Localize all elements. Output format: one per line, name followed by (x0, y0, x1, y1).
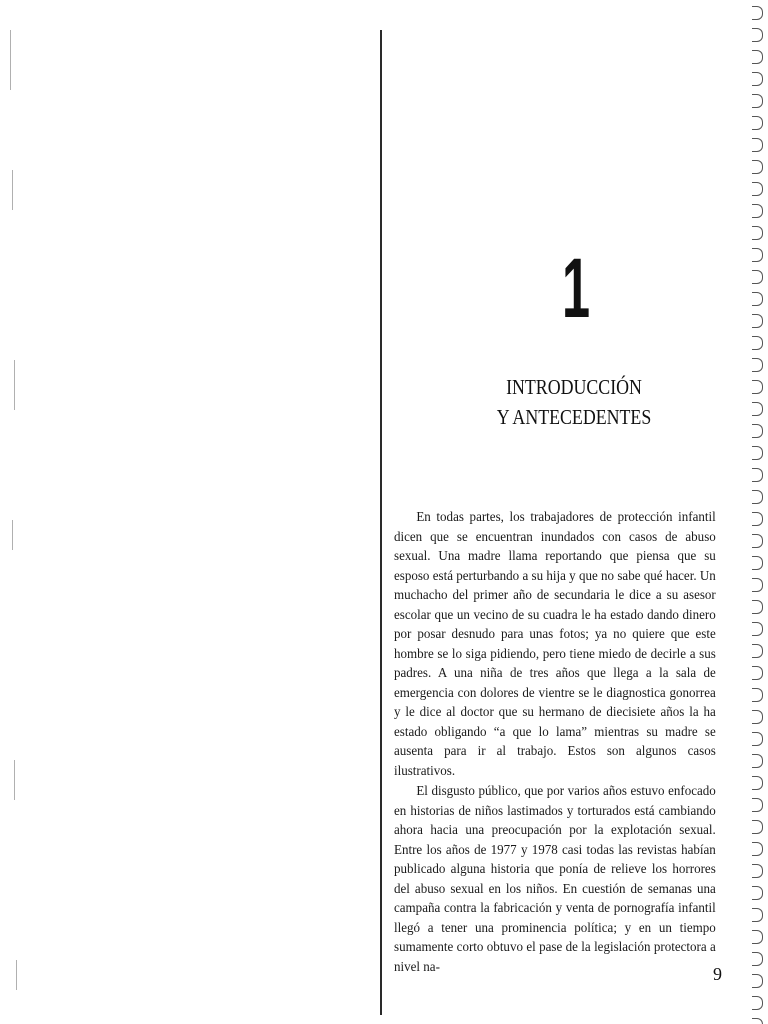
page-edge-curl-mark (752, 732, 763, 746)
paragraph-2: El disgusto público, que por varios años estuvo enfocado en historias de niños lastimados y torturados está cambiando ahora hacia una preocupación por la explotación sexual. Entre los años de 1977 y 1978 casi todas las revistas habían publicado alguna historia que ponía de relieve los horrores del abuso sexual en los niños. En cuestión de semanas una campaña contra la fabricación y venta de pornografía infantil llegó a tener una prominencia política; y en un tiempo sumamente corto obtuvo el pase de la legislación protectora a nivel na- (394, 784, 716, 975)
page-edge-curl-mark (752, 138, 763, 152)
page-edge-curl-mark (752, 424, 763, 438)
page-edge-curl-mark (752, 28, 763, 42)
page-edge-curl-mark (752, 72, 763, 86)
page-edge-curl-mark (752, 996, 763, 1010)
page-edge-curl-mark (752, 930, 763, 944)
page-edge-curl-mark (752, 116, 763, 130)
page-edge-curl-mark (752, 842, 763, 856)
body-text (394, 508, 716, 977)
chapter-title-line-2: Y ANTECEDENTES (496, 405, 652, 429)
left-margin-mark (12, 170, 13, 210)
page-edge-curl-mark (752, 446, 763, 460)
chapter-title (464, 372, 684, 432)
page-edge-curl-mark (752, 204, 763, 218)
left-margin-mark (16, 960, 17, 990)
chapter-number: 1 (561, 241, 591, 335)
paragraph-1: En todas partes, los trabajadores de protección infantil dicen que se encuentran inundados con casos de abuso sexual. Una madre llama reportando que piensa que su esposo está perturbando a su hija y que no sabe qué hacer. Un muchacho del primer año de secundaria le dice a su asesor escolar que un vecino de su cuadra le ha estado dando dinero por posar desnudo para unas fotos; ya no quiere que este hombre se lo siga pidiendo, pero tiene miedo de decirle a sus padres. A una niña de tres años que llega a la sala de emergencia con dolores de vientre se le diagnostica gonorrea y le dice al doctor que su hermano de diecisiete años la ha estado obligando “a que lo lama” mientras su madre se ausenta para ir al trabajo. Estos son algunos casos ilustrativos. (394, 510, 716, 779)
page-edge-curl-mark (752, 886, 763, 900)
page-edge-curl-mark (752, 248, 763, 262)
page-edge-curl-mark (752, 292, 763, 306)
page-edge-curl-mark (752, 534, 763, 548)
left-margin-mark (12, 520, 13, 550)
book-page (384, 0, 734, 1024)
book-spine-line (380, 30, 382, 1015)
page-edge-curl-mark (752, 776, 763, 790)
page-number: 9 (713, 964, 722, 984)
page-edge-curl-mark (752, 6, 763, 20)
page-edge-curl-mark (752, 490, 763, 504)
page-edge-curl-mark (752, 820, 763, 834)
left-margin-mark (14, 360, 15, 410)
page-edge-curl-mark (752, 974, 763, 988)
page-edge-curl-mark (752, 182, 763, 196)
page-edge-curl-mark (752, 578, 763, 592)
page-edge-curl-mark (752, 512, 763, 526)
page-edge-curl-mark (752, 754, 763, 768)
page-edge-curl-mark (752, 1018, 763, 1024)
page-edge-curl-mark (752, 380, 763, 394)
page-edge-curl-mark (752, 160, 763, 174)
page-edge-curl-mark (752, 270, 763, 284)
page-edge-curl-mark (752, 468, 763, 482)
page-edge-curl-mark (752, 644, 763, 658)
page-edge-curl-mark (752, 50, 763, 64)
page-edge-curl-mark (752, 358, 763, 372)
page-edge-curl-mark (752, 952, 763, 966)
page-edge-curl-mark (752, 336, 763, 350)
page-edge-curl-mark (752, 402, 763, 416)
page-edge-curl-mark (752, 94, 763, 108)
page-edge-curl-mark (752, 666, 763, 680)
page-edge-curl (742, 0, 768, 1024)
page-edge-curl-mark (752, 688, 763, 702)
page-edge-curl-mark (752, 622, 763, 636)
page-edge-curl-mark (752, 314, 763, 328)
left-blank-page (0, 0, 380, 1024)
left-margin-mark (14, 760, 15, 800)
page-edge-curl-mark (752, 600, 763, 614)
page-edge-curl-mark (752, 556, 763, 570)
page-edge-curl-mark (752, 908, 763, 922)
page-edge-curl-mark (752, 864, 763, 878)
chapter-title-line-1: INTRODUCCIÓN (506, 375, 642, 399)
page-edge-curl-mark (752, 798, 763, 812)
page-edge-curl-mark (752, 226, 763, 240)
left-margin-mark (10, 30, 11, 90)
page-edge-curl-mark (752, 710, 763, 724)
